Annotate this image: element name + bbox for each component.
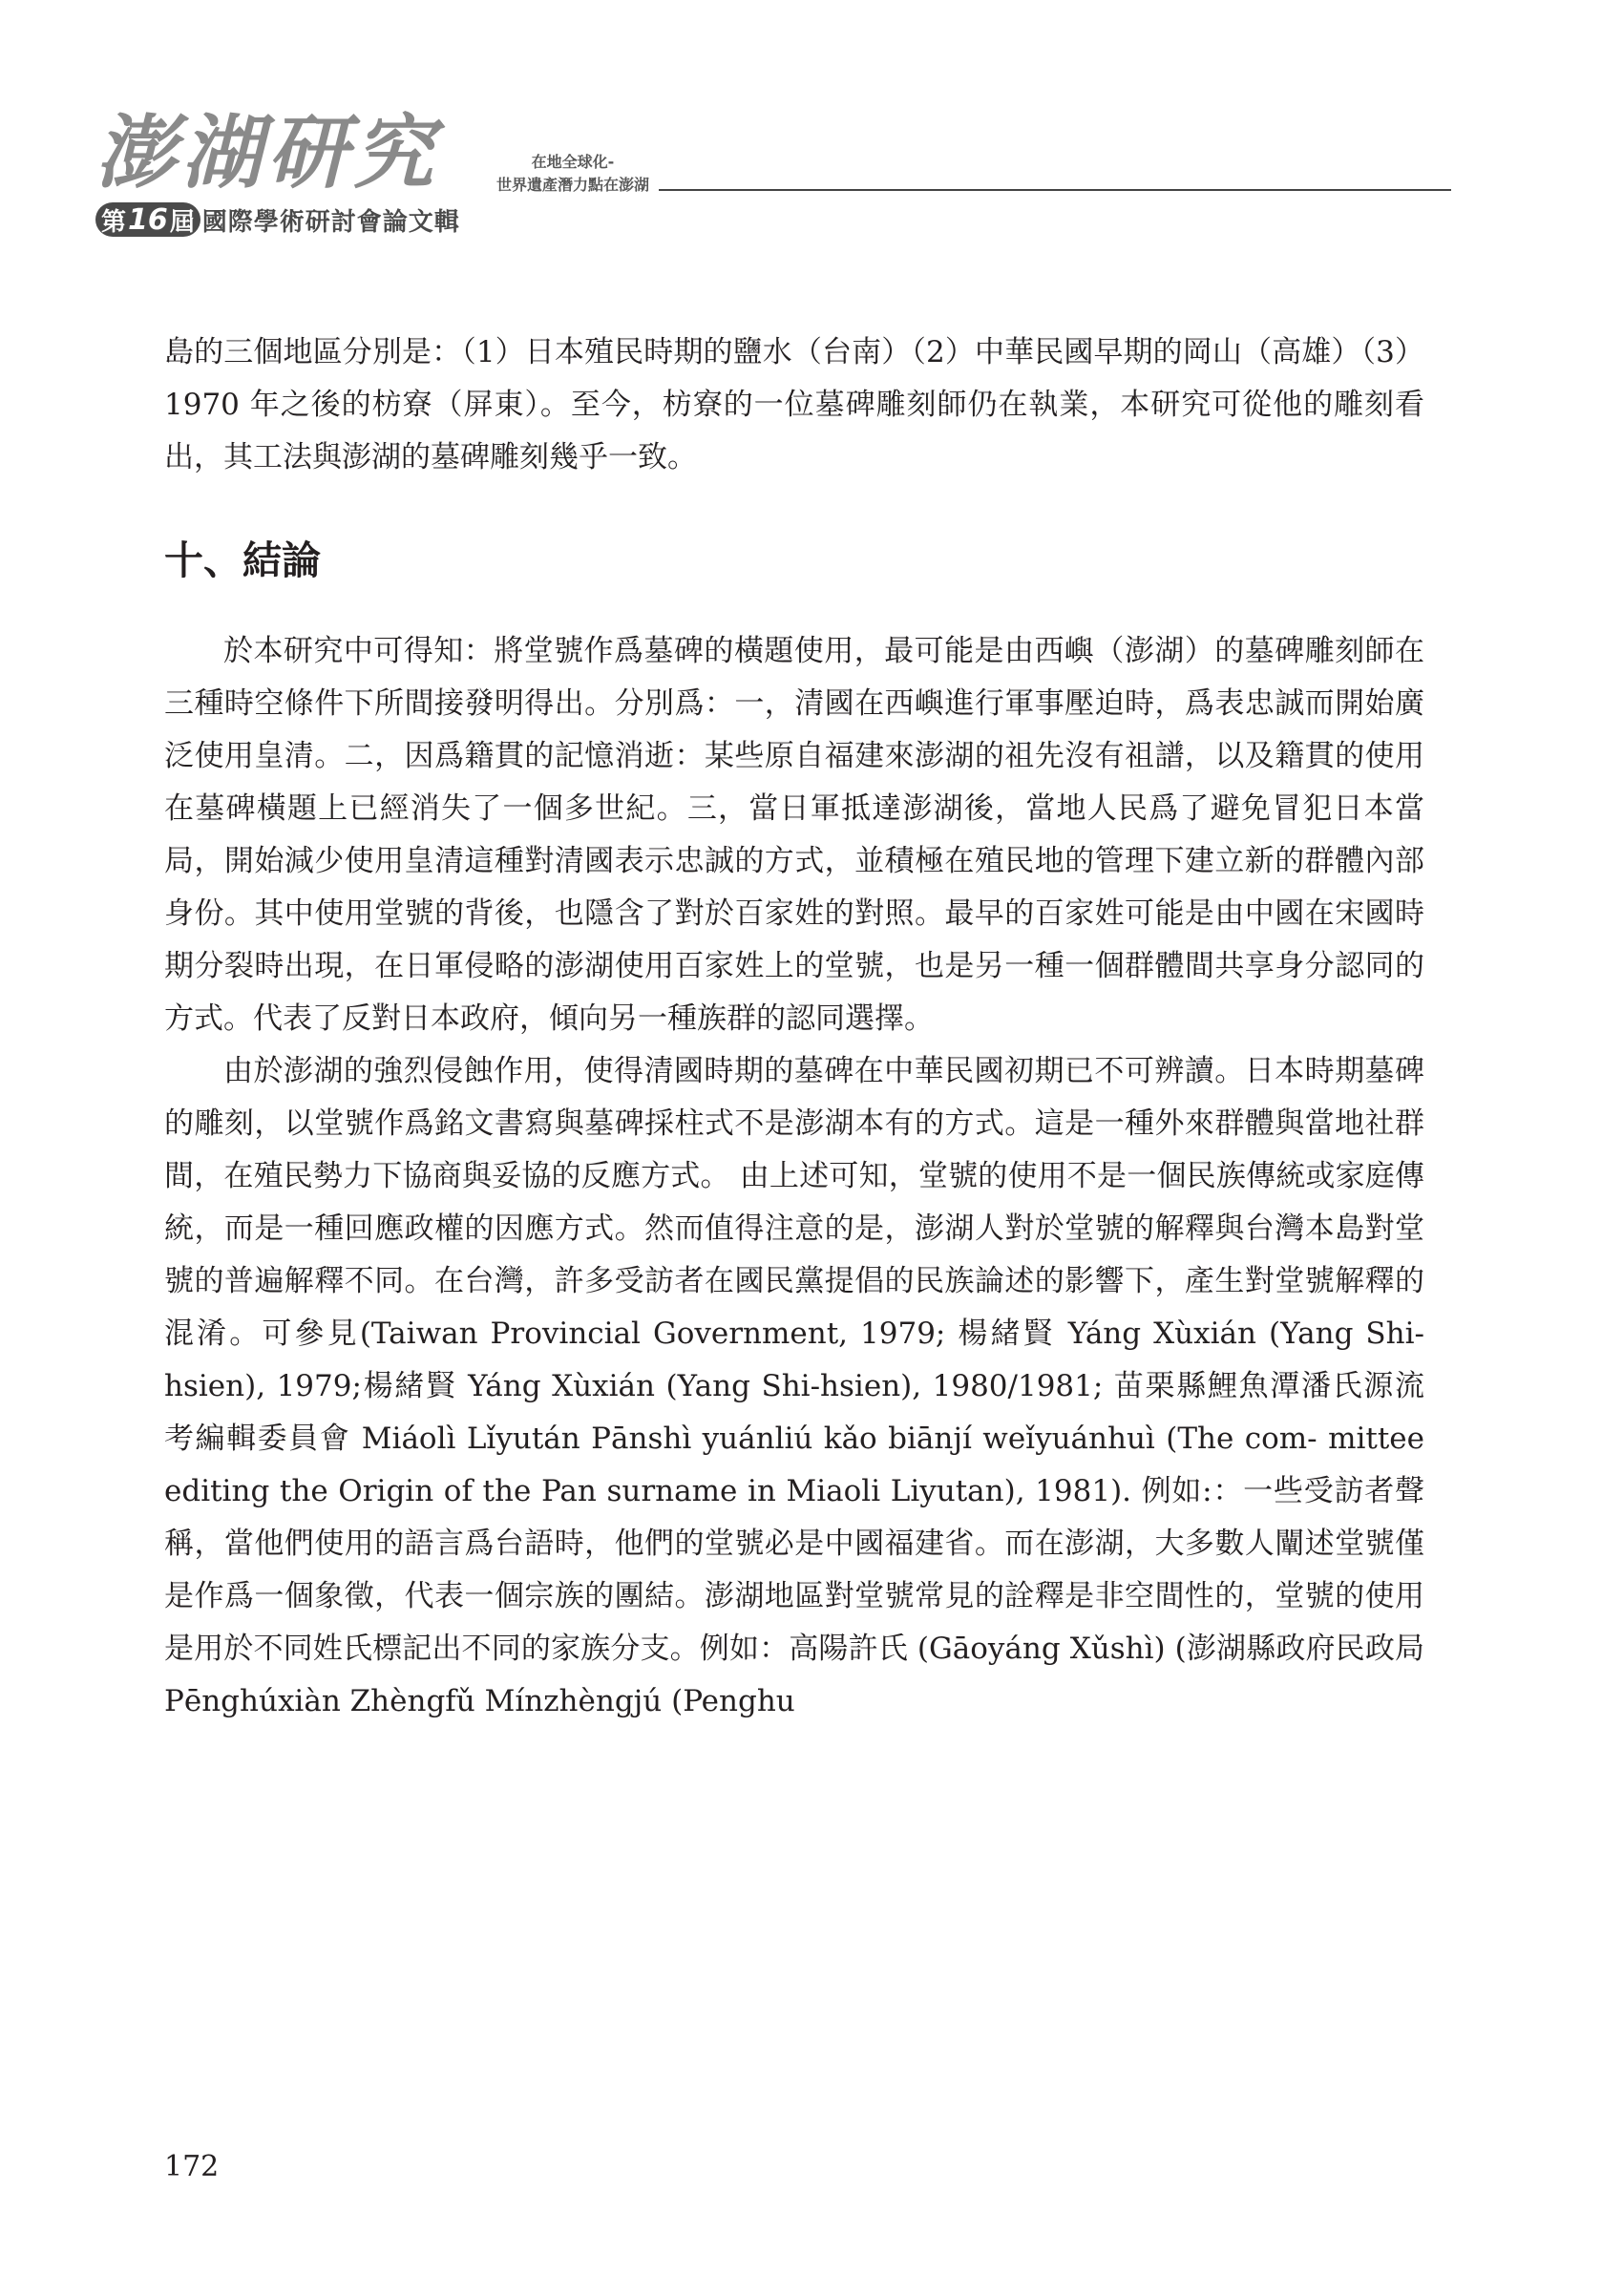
section-heading: 十、結論 (164, 537, 321, 583)
edition-line (95, 200, 460, 239)
edition-suffix: 屆 (169, 207, 195, 237)
page-number: 172 (164, 2150, 220, 2183)
running-header (95, 105, 1451, 248)
conclusion-paragraph-1: 於本研究中可得知：將堂號作爲墓碑的橫題使用，最可能是由西嶼（澎湖）的墓碑雕刻師在三種時空條件下所間接發明得出。分別爲：一，清國在西嶼進行軍事壓迫時，爲表忠誠而開始廣泛使用皇清。二，因爲籍貫的記憶消逝：某些原自福建來澎湖的祖先沒有祖譜，以及籍貫的使用在墓碑橫題上已經消失了一個多世紀。三，當日軍抵達澎湖後，當地人民爲了避免冒犯日本當局，開始減少使用皇清這種對清國表示忠誠的方式，並積極在殖民地的管理下建立新的群體內部身份。其中使用堂號的背後，也隱含了對於百家姓的對照。最早的百家姓可能是由中國在宋國時期分裂時出現，在日軍侵略的澎湖使用百家姓上的堂號，也是另一種一個群體間共享身分認同的方式。代表了反對日本政府，傾向另一種族群的認同選擇。 (164, 634, 1424, 1036)
edition-prefix: 第 (101, 207, 127, 237)
edition-number: 16 (128, 202, 168, 237)
journal-title: 澎湖研究 (95, 105, 440, 200)
conclusion-paragraph-2: 由於澎湖的強烈侵蝕作用，使得清國時期的墓碑在中華民國初期已不可辨讀。日本時期墓碑的雕刻，以堂號作爲銘文書寫與墓碑採柱式不是澎湖本有的方式。這是一種外來群體與當地社群間，在殖民勢力下協商與妥協的反應方式。 由上述可知，堂號的使用不是一個民族傳統或家庭傳統，而是一種回應政權的因應方式。然而值得注意的是，澎湖人對於堂號的解釋與台灣本島對堂號的普遍解釋不同。在台灣，許多受訪者在國民黨提倡的民族論述的影響下，產生對堂號解釋的混淆。可參見(Taiwan Provincial Government, 1979; 楊緒賢 Yáng Xùxián (Yang Shi-hsien), 1979;楊緒賢 Yáng Xùxián (Yang Shi-hsien), 1980/1981; 苗栗縣鯉魚潭潘氏源流 考編輯委員會 Miáolì Lǐyután Pānshì yuánliú kǎo biānjí weǐyuánhuì (The com- mittee editing the Origin of the Pan surname in Miaoli Liyutan), 1981). 例如:：一些受訪者聲稱，當他們使用的語言爲台語時，他們的堂號必是中國福建省。而在澎湖，大多數人闡述堂號僅是作爲一個象徵，代表一個宗族的團結。澎湖地區對堂號常見的詮釋是非空間性的，堂號的使用是用於不同姓氏標記出不同的家族分支。例如：高陽許氏 (Gāoyáng Xǔshì) (澎湖縣政府民政局 Pēnghúxiàn Zhèngfǔ Mínzhèngjú (Penghu (164, 1054, 1424, 1718)
conference-theme-line-2: 世界遺產潛力點在澎湖 (496, 176, 650, 194)
proceedings-title: 國際學術研討會論文輯 (201, 207, 460, 237)
conference-theme-line-1: 在地全球化- (531, 153, 615, 171)
conference-theme (496, 151, 649, 197)
header-divider (659, 189, 1451, 191)
page-body (164, 326, 1424, 1728)
edition-badge (95, 202, 200, 237)
intro-paragraph: 島的三個地區分別是：（1）日本殖民時期的鹽水（台南）（2）中華民國早期的岡山（高雄）（3）1970 年之後的枋寮（屏東）。至今，枋寮的一位墓碑雕刻師仍在執業，本研究可從他的雕刻看出，其工法與澎湖的墓碑雕刻幾乎一致。 (164, 335, 1424, 474)
